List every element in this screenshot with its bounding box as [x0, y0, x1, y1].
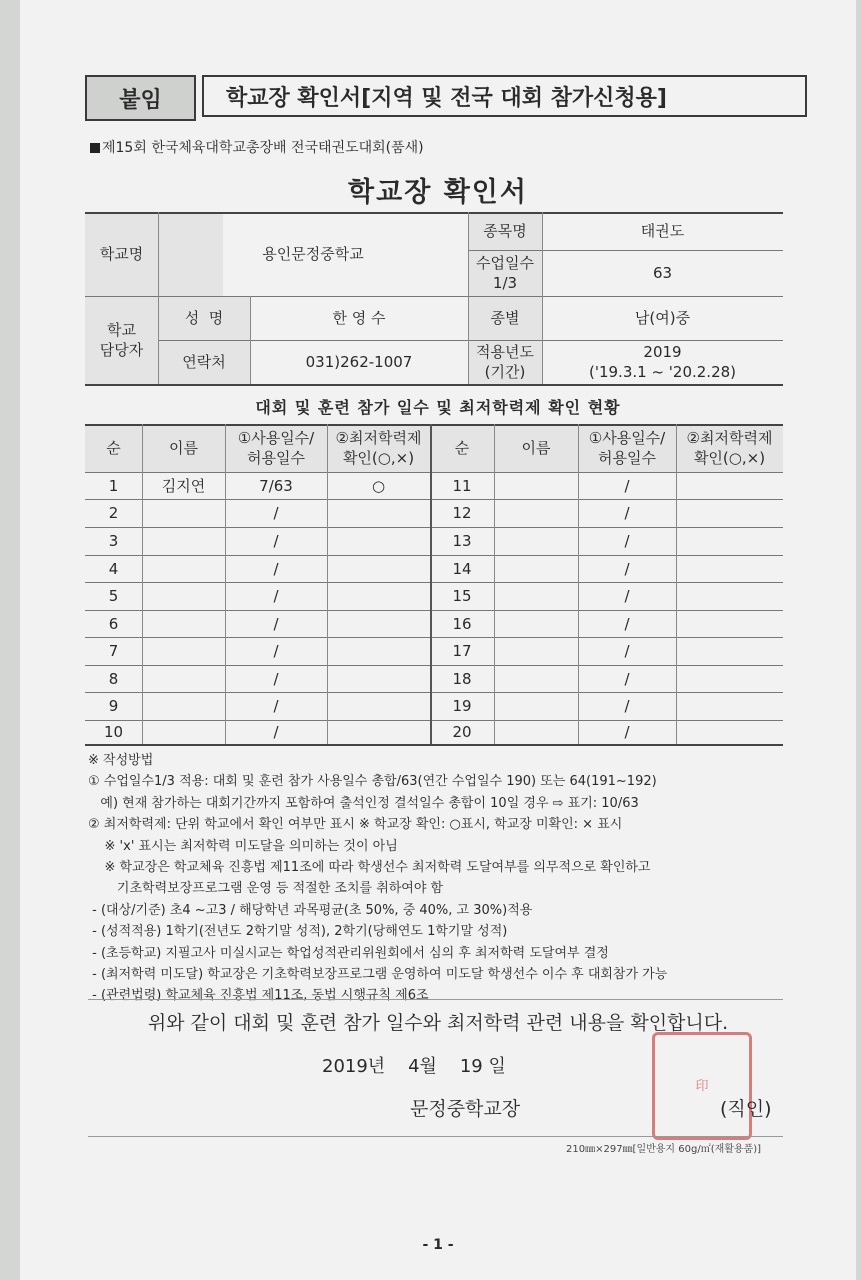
row-no: 9 [108, 697, 119, 715]
year-value [542, 340, 783, 384]
row-no: 2 [108, 504, 119, 522]
note-line: ※ 학교장은 학교체육 진흥법 제11조에 따라 학생선수 최저학력 도달여부를 의무적으로 확인하고 [88, 860, 651, 876]
row-min [327, 582, 430, 610]
row-name [494, 499, 578, 527]
manager-label-line1: 학교 [107, 321, 136, 339]
row-days: / [273, 723, 279, 741]
row-days: / [273, 504, 279, 522]
row-min [327, 665, 430, 692]
row-min: ○ [371, 476, 386, 495]
year-label-line2: (기간) [484, 363, 526, 381]
year-label [468, 340, 542, 384]
row-min [676, 472, 783, 499]
row-days: / [273, 697, 279, 715]
row-no: 11 [452, 476, 472, 495]
seal-glyph-icon: 印 [695, 1078, 709, 1094]
row-min [327, 637, 430, 665]
row-no: 8 [108, 669, 119, 688]
signer-title: 문정중학교장 [410, 1098, 521, 1120]
header-name: 이름 [169, 439, 198, 457]
row-no: 1 [108, 476, 119, 495]
header-no: 순 [454, 439, 470, 457]
attachment-tag: 붙임 [85, 75, 196, 121]
school-days-value: 63 [652, 264, 673, 282]
row-days: / [273, 669, 279, 688]
row-name [142, 665, 225, 692]
header-days-line1: ①사용일수/ [237, 429, 315, 447]
competition-text: 제15회 한국체육대학교총장배 전국태권도대회(품새) [102, 140, 424, 156]
note-line: - (초등학교) 지필고사 미실시교는 학업성적관리위원회에서 심의 후 최저학력 도달여부 결정 [88, 945, 609, 961]
header-title: 학교장 확인서[지역 및 전국 대회 참가신청용] [202, 75, 807, 117]
row-min [676, 720, 783, 744]
row-min [327, 720, 430, 744]
row-no: 10 [103, 723, 124, 741]
row-min [676, 665, 783, 692]
header-days-line2: 허용일수 [598, 449, 656, 467]
row-min [676, 610, 783, 637]
document-page [20, 0, 856, 1280]
row-days: / [624, 476, 630, 495]
row-no: 13 [452, 532, 472, 550]
row-no: 16 [452, 614, 472, 633]
row-days: / [624, 723, 630, 741]
note-line: ※ 작성방법 [88, 753, 154, 768]
row-no: 12 [452, 504, 472, 522]
row-name [142, 692, 225, 720]
header-min [676, 424, 783, 472]
row-name: 김지연 [161, 476, 206, 495]
note-line: ① 수업일수1/3 적용: 대회 및 훈련 참가 사용일수 총합/63(연간 수업일수 190) 또는 64(191~192) [88, 774, 657, 790]
note-line: 기초학력보장프로그램 운영 등 적절한 조치를 취하여야 함 [88, 881, 444, 897]
row-name [494, 610, 578, 637]
row-name [142, 582, 225, 610]
header-days-line2: 허용일수 [247, 449, 305, 467]
school-days-label [468, 250, 542, 296]
date-month: 4월 [408, 1056, 437, 1077]
row-name [142, 637, 225, 665]
status-table-title: 대회 및 훈련 참가 일수 및 최저학력제 확인 현황 [255, 398, 621, 417]
row-min [676, 692, 783, 720]
manager-label [85, 296, 158, 384]
row-min [676, 582, 783, 610]
seal-mark-label: (직인) [720, 1098, 772, 1120]
table-border-bottom [85, 384, 783, 386]
school-days-label-line2: 1/3 [492, 274, 518, 292]
header-days-line1: ①사용일수/ [588, 429, 666, 447]
row-min [676, 555, 783, 582]
row-no: 14 [452, 559, 472, 578]
row-days: / [273, 532, 279, 550]
row-days: / [624, 697, 630, 715]
row-name [494, 472, 578, 499]
school-name-value: 용인문정중학교 [262, 245, 364, 263]
row-name [494, 665, 578, 692]
year-value-line2: ('19.3.1 ~ '20.2.28) [588, 363, 737, 381]
row-no: 5 [108, 587, 119, 605]
row-no: 19 [452, 697, 472, 715]
event-label: 종목명 [483, 222, 527, 240]
row-days: / [624, 614, 630, 633]
event-value: 태권도 [640, 222, 685, 240]
header-min [327, 424, 430, 472]
row-no: 6 [108, 614, 119, 633]
row-no: 17 [452, 642, 472, 660]
school-days-label-line1: 수업일수 [476, 254, 534, 272]
row-name [494, 527, 578, 555]
manager-label-line2: 담당자 [99, 341, 144, 359]
date-day: 19 일 [459, 1056, 506, 1077]
table-border-bottom [85, 744, 783, 746]
row-name [494, 692, 578, 720]
gender-value: 남(여)중 [634, 309, 691, 327]
header-name: 이름 [521, 439, 551, 457]
row-days: 7/63 [259, 476, 293, 495]
instructions-notes [88, 750, 828, 1007]
row-name [142, 499, 225, 527]
row-min [327, 527, 430, 555]
competition-name [90, 137, 424, 157]
header-min-line1: ②최저학력제 [335, 429, 422, 447]
school-name-label: 학교명 [99, 245, 144, 263]
header-min-line1: ②최저학력제 [686, 429, 773, 447]
document-title: 학교장 확인서 [348, 177, 528, 208]
row-name [494, 720, 578, 744]
row-no: 15 [452, 587, 472, 605]
row-min [327, 555, 430, 582]
manager-name-value: 한 영 수 [332, 309, 386, 327]
row-no: 3 [108, 532, 119, 550]
row-min [676, 499, 783, 527]
confirmation-statement: 위와 같이 대회 및 훈련 참가 일수와 최저학력 관련 내용을 확인합니다. [147, 1012, 729, 1034]
row-days: / [624, 559, 630, 578]
row-days: / [273, 642, 279, 660]
header-days [225, 424, 327, 472]
row-days: / [624, 587, 630, 605]
row-min [327, 499, 430, 527]
row-no: 7 [108, 642, 119, 660]
header-min-line2: 확인(○,×) [693, 449, 766, 467]
gender-label: 종별 [490, 309, 520, 327]
row-name [142, 720, 225, 744]
contact-value: 031)262-1007 [305, 353, 413, 371]
header-days [578, 424, 676, 472]
row-min [676, 637, 783, 665]
date-year: 2019년 [322, 1056, 386, 1077]
note-line: - (대상/기준) 초4 ~고3 / 해당학년 과목평균(초 50%, 중 40%, 고 30%)적용 [88, 902, 533, 918]
row-min [327, 610, 430, 637]
row-min [676, 527, 783, 555]
row-days: / [273, 559, 279, 578]
contact-label: 연락처 [182, 353, 226, 371]
square-bullet-icon [90, 143, 100, 153]
row-name [494, 637, 578, 665]
note-line: - (성적적용) 1학기(전년도 2학기말 성적), 2학기(당해연도 1학기말 성적) [88, 924, 508, 940]
row-days: / [273, 614, 279, 633]
manager-name-label: 성 명 [184, 309, 224, 327]
year-value-line1: 2019 [643, 343, 682, 361]
note-line: ② 최저학력제: 단위 학교에서 확인 여부만 표시 ※ 학교장 확인: ○표시, 학교장 미확인: × 표시 [88, 817, 623, 833]
row-name [494, 582, 578, 610]
row-days: / [624, 669, 630, 688]
row-days: / [624, 504, 630, 522]
paper-spec: 210㎜×297㎜[일반용지 60g/㎡(재활용품)] [566, 1144, 762, 1155]
note-line: - (최저학력 미도달) 학교장은 기초학력보장프로그램 운영하여 미도달 학생선수 이수 후 대회참가 가능 [88, 967, 668, 983]
signing-date [322, 1052, 506, 1078]
row-name [142, 610, 225, 637]
official-seal-stamp [652, 1032, 752, 1140]
divider [88, 999, 783, 1000]
header-min-line2: 확인(○,×) [342, 449, 415, 467]
header-no: 순 [106, 439, 121, 457]
row-name [494, 555, 578, 582]
row-min [327, 692, 430, 720]
note-line: 예) 현재 참가하는 대회기간까지 포함하여 출석인정 결석일수 총합이 10일 경우 ⇨ 표기: 10/63 [88, 795, 639, 811]
row-name [142, 555, 225, 582]
year-label-line1: 적용년도 [476, 343, 534, 361]
divider [88, 1136, 783, 1137]
row-no: 20 [452, 723, 472, 741]
note-line: - (관련법령) 학교체육 진흥법 제11조, 동법 시행규칙 제6조 [88, 988, 429, 1004]
row-no: 4 [108, 559, 119, 578]
row-days: / [624, 642, 630, 660]
row-no: 18 [452, 669, 472, 688]
row-name [142, 527, 225, 555]
row-days: / [273, 587, 279, 605]
row-days: / [624, 532, 630, 550]
note-line: ※ 'x' 표시는 최저학력 미도달을 의미하는 것이 아님 [88, 838, 398, 854]
page-number: - 1 - [422, 1237, 454, 1253]
